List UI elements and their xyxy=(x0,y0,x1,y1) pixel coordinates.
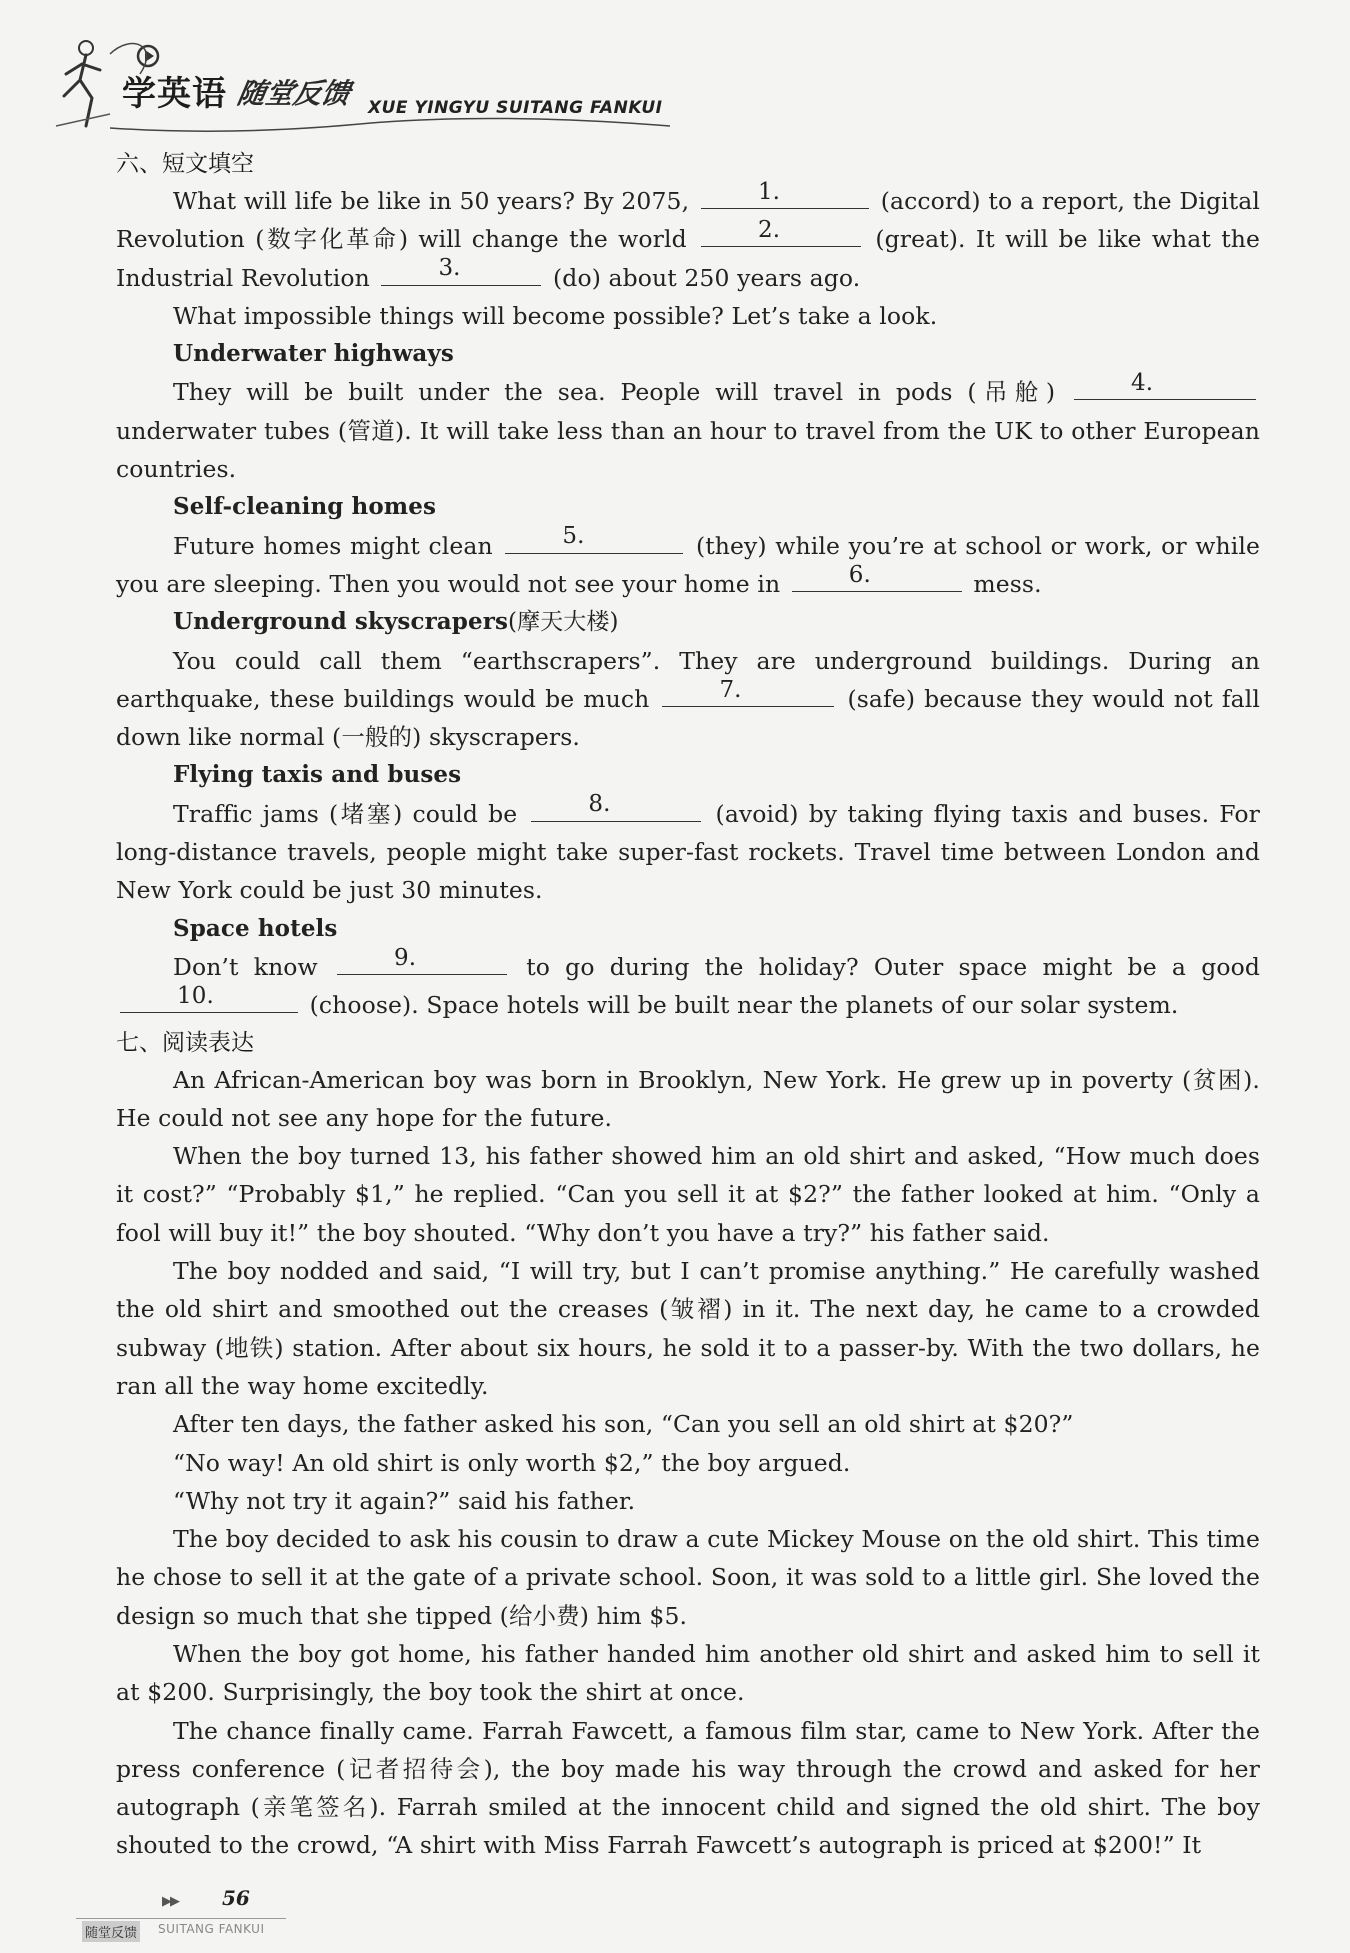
subheading-underground-skyscrapers xyxy=(116,603,1260,641)
paragraph xyxy=(116,642,1260,757)
blank-number: 8. xyxy=(588,791,611,818)
page-footer xyxy=(76,1880,336,1940)
text: (do) about 250 years ago. xyxy=(553,263,861,292)
main-content xyxy=(116,146,1260,1865)
subheading-underwater-highways: Underwater highways xyxy=(173,340,454,368)
footer-tag-cn: 随堂反馈 xyxy=(82,1921,140,1942)
text: to go during the holiday? Outer space might be a good xyxy=(526,952,1260,981)
brand-pinyin: XUE YINGYU SUITANG FANKUI xyxy=(368,98,663,118)
header-swoosh-icon xyxy=(110,106,670,136)
answer-blank-4[interactable] xyxy=(1074,370,1256,400)
double-arrow-icon: ▶▶ xyxy=(162,1894,178,1909)
paragraph xyxy=(116,944,1260,1025)
reading-paragraph: An African-American boy was born in Brooklyn, New York. He grew up in poverty (贫困). He could not see any hope for the future. xyxy=(116,1065,1260,1132)
brand-script-title: 随堂反馈 xyxy=(234,77,353,110)
text: (avoid) by taking flying taxis and buses. For long-distance travels, people might take super-fast rockets. Travel time between London and New York could be just 30 minutes. xyxy=(116,799,1260,905)
answer-blank-3[interactable] xyxy=(381,255,541,286)
section-six-title: 六、短文填空 xyxy=(116,151,254,177)
reading-paragraph: When the boy got home, his father handed him another old shirt and asked him to sell it at $200. Surprisingly, the boy took the shirt at once. xyxy=(116,1639,1260,1707)
page-header xyxy=(50,28,670,138)
blank-number: 2. xyxy=(758,217,781,243)
paragraph xyxy=(116,370,1260,488)
blank-number: 4. xyxy=(1131,370,1154,397)
blank-number: 5. xyxy=(562,523,585,550)
text: What will life be like in 50 years? By 2075, xyxy=(173,187,690,215)
text: (safe) because they would not fall down like normal (一般的) skyscrapers. xyxy=(116,684,1261,752)
text: (choose). Space hotels will be built near the planets of our solar system. xyxy=(309,991,1179,1020)
text: Traffic jams (堵塞) could be xyxy=(173,799,518,828)
page-number: 56 xyxy=(222,1886,250,1910)
section-seven-title: 七、阅读表达 xyxy=(116,1029,254,1056)
answer-blank-10[interactable] xyxy=(120,982,298,1013)
blank-number: 1. xyxy=(757,178,781,205)
subheading-self-cleaning-homes: Self-cleaning homes xyxy=(173,493,437,521)
blank-number: 3. xyxy=(438,255,461,282)
subheading-space-hotels: Space hotels xyxy=(173,914,338,942)
reading-paragraph: The boy nodded and said, “I will try, but I can’t promise anything.” He carefully washed the old shirt and smoothed out the creases (皱褶) in it. The next day, he came to a crowded subway (地铁) station. After about six hours, he sold it to a passer-by. With the two dollars, he ran all the way home excitedly. xyxy=(116,1257,1260,1400)
text: mess. xyxy=(973,569,1042,598)
brand-title: 学英语 xyxy=(122,74,227,114)
reading-paragraph: “Why not try it again?” said his father. xyxy=(173,1486,636,1515)
text: (great). It will be like what the Industrial Revolution xyxy=(116,225,1261,292)
blank-number: 6. xyxy=(848,561,871,588)
answer-blank-5[interactable] xyxy=(505,523,683,554)
text: They will be built under the sea. People will travel in pods (吊舱) xyxy=(173,378,1056,407)
paragraph xyxy=(116,178,1261,297)
answer-blank-7[interactable] xyxy=(662,676,834,707)
paragraph xyxy=(116,523,1260,604)
answer-blank-6[interactable] xyxy=(792,561,962,592)
reading-paragraph: “No way! An old shirt is only worth $2,” the boy argued. xyxy=(173,1448,851,1477)
text: Future homes might clean xyxy=(173,531,493,560)
footer-tag xyxy=(76,1918,286,1941)
blank-number: 7. xyxy=(719,676,742,703)
footer-tag-en: SUITANG FANKUI xyxy=(158,1922,265,1936)
reading-paragraph: The chance finally came. Farrah Fawcett, a famous film star, came to New York. After the press conference (记者招待会), the boy made his way through the crowd and asked for her autograph (亲笔签名). Farrah smiled at the innocent child and signed the old shirt. The boy shouted to the crowd, “A shirt with Miss Farrah Fawcett’s autograph is priced at $200!” It xyxy=(116,1716,1260,1860)
reading-paragraph: After ten days, the father asked his son, “Can you sell an old shirt at $20?” xyxy=(173,1410,1074,1439)
answer-blank-1[interactable] xyxy=(701,178,869,209)
paragraph xyxy=(116,791,1260,910)
blank-number: 10. xyxy=(177,982,214,1009)
text: (they) while you’re at school or work, or while you are sleeping. Then you would not see your home in xyxy=(116,531,1260,598)
text: (accord) to a report, the Digital Revolution (数字化革命) will change the world xyxy=(116,187,1260,254)
answer-blank-9[interactable] xyxy=(337,944,507,975)
text: Underground skyscrapers xyxy=(173,608,508,636)
reading-paragraph: When the boy turned 13, his father showed him an old shirt and asked, “How much does it cost?” “Probably $1,” he replied. “Can you sell it at $2?” the father looked at him. “Only a fool will buy it!” the boy shouted. “Why don’t you have a try?” his father said. xyxy=(116,1142,1260,1247)
text: underwater tubes (管道). It will take less than an hour to travel from the UK to other European countries. xyxy=(116,416,1260,484)
text: You could call them “earthscrapers”. They are underground buildings. During an earthquake, these buildings would be much xyxy=(116,646,1260,713)
text: Don’t know xyxy=(173,952,318,981)
blank-number: 9. xyxy=(393,944,417,971)
subheading-flying-taxis: Flying taxis and buses xyxy=(173,761,462,789)
reading-paragraph: The boy decided to ask his cousin to draw a cute Mickey Mouse on the old shirt. This time he chose to sell it at the gate of a private school. Soon, it was sold to a little girl. She loved the design so much that she tipped (给小费) him $5. xyxy=(116,1525,1260,1630)
paragraph: What impossible things will become possible? Let’s take a look. xyxy=(173,301,938,330)
answer-blank-2[interactable] xyxy=(701,217,861,247)
answer-blank-8[interactable] xyxy=(531,791,701,822)
text: (摩天大楼) xyxy=(508,609,619,636)
